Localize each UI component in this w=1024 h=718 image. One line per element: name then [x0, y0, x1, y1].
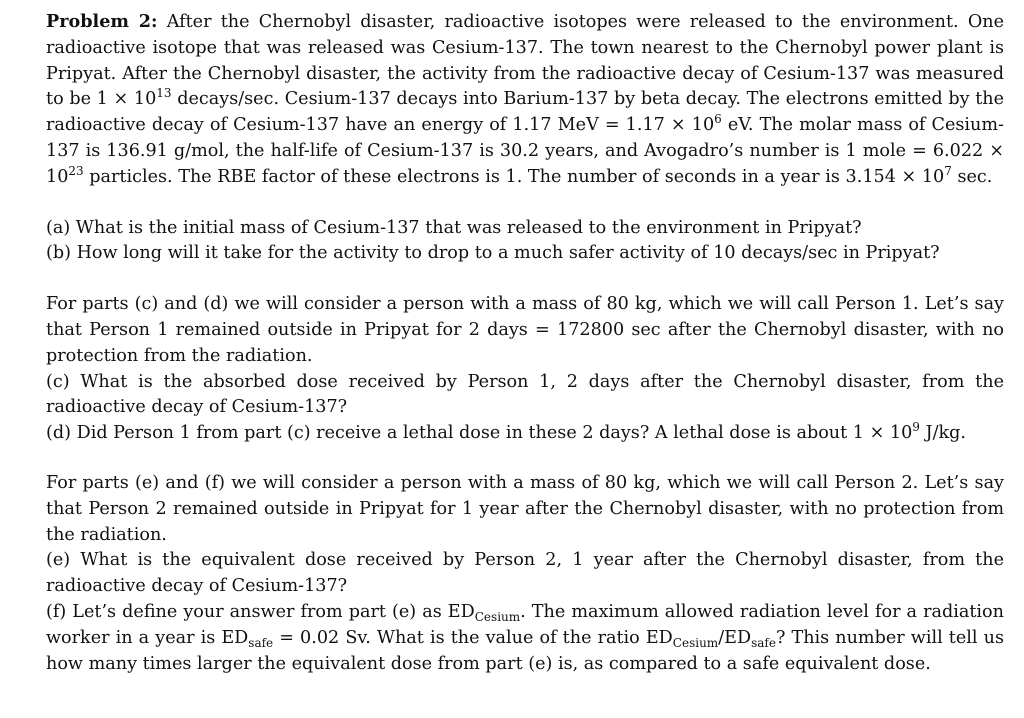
question-f-text-1: (f) Let’s define your answer from part (e) as ED: [46, 601, 475, 622]
problem-intro-paragraph: [46, 9, 1004, 191]
question-d-text-1: (d) Did Person 1 from part (c) receive a lethal dose in these 2 days? A lethal dose is about 1 × 10: [46, 423, 913, 444]
question-f-text-3: = 0.02 Sv. What is the value of the ratio ED: [273, 627, 673, 648]
intro-text-1: After the Chernobyl disaster, radioactive isotopes were released to the environment. One radioactive isotope that was released was Cesium-137. The town nearest to the Chernobyl power plant is Pripyat. After the Chernobyl disaster, the activity from the radioactive decay of Cesium-137 was measured to be 1 × 10: [46, 12, 1004, 110]
person2-intro: For parts (e) and (f) we will consider a person with a mass of 80 kg, which we will call Person 2. Let’s say that Person 2 remained outside in Pripyat for 1 year after the Chernobyl disaster, with no protection from the radiation.: [46, 472, 1004, 545]
question-a: (a) What is the initial mass of Cesium-137 that was released to the environment in Pripyat?: [46, 217, 862, 238]
subscript-cesium-1: Cesium: [474, 609, 521, 624]
question-f-text-4: /ED: [718, 627, 752, 648]
subscript-safe-1: safe: [248, 635, 274, 650]
exponent-activity: 13: [156, 86, 172, 101]
question-d: [46, 421, 1004, 447]
question-d-text-2: J/kg.: [919, 423, 967, 444]
intro-text-5: sec.: [951, 166, 993, 187]
question-f-text-5: ? This number will tell us how many times larger the equivalent dose from part (e) is, as compared to a safe equivalent dose.: [46, 627, 1004, 674]
subscript-cesium-2: Cesium: [672, 635, 719, 650]
question-f-text-2: . The maximum allowed radiation level for a radiation worker in a year is ED: [46, 601, 1004, 648]
intro-text-4: particles. The RBE factor of these electrons is 1. The number of seconds in a year is 3.154 × 10: [83, 166, 945, 187]
question-c: (c) What is the absorbed dose received by Person 1, 2 days after the Chernobyl disaster, from the radioactive decay of Cesium-137?: [46, 371, 1004, 418]
question-e: (e) What is the equivalent dose received by Person 2, 1 year after the Chernobyl disaster, from the radioactive decay of Cesium-137?: [46, 550, 1004, 597]
intro-text-2: decays/sec. Cesium-137 decays into Barium-137 by beta decay. The electrons emitted by the radioactive decay of Cesium-137 have an energy of 1.17 MeV = 1.17 × 10: [46, 89, 1005, 136]
exponent-seconds-year: 7: [944, 163, 952, 178]
exponent-energy: 6: [714, 112, 722, 127]
exponent-avogadro: 23: [68, 163, 84, 178]
question-f: [46, 600, 1004, 677]
person1-intro: For parts (c) and (d) we will consider a person with a mass of 80 kg, which we will call Person 1. Let’s say that Person 1 remained outside in Pripyat for 2 days = 172800 sec after the Chernobyl disaster, with no protection from the radiation.: [46, 294, 1004, 366]
intro-text-3: eV. The molar mass of Cesium-137 is 136.91 g/mol, the half-life of Cesium-137 is 30.2 years, and Avogadro’s number is 1 mole = 6.022 × 10: [46, 115, 1004, 187]
question-b: (b) How long will it take for the activity to drop to a much safer activity of 10 decays/sec in Pripyat?: [46, 243, 940, 264]
subscript-safe-2: safe: [751, 635, 776, 650]
exponent-lethal-dose: 9: [912, 420, 920, 435]
problem-label: Problem 2:: [46, 11, 158, 32]
